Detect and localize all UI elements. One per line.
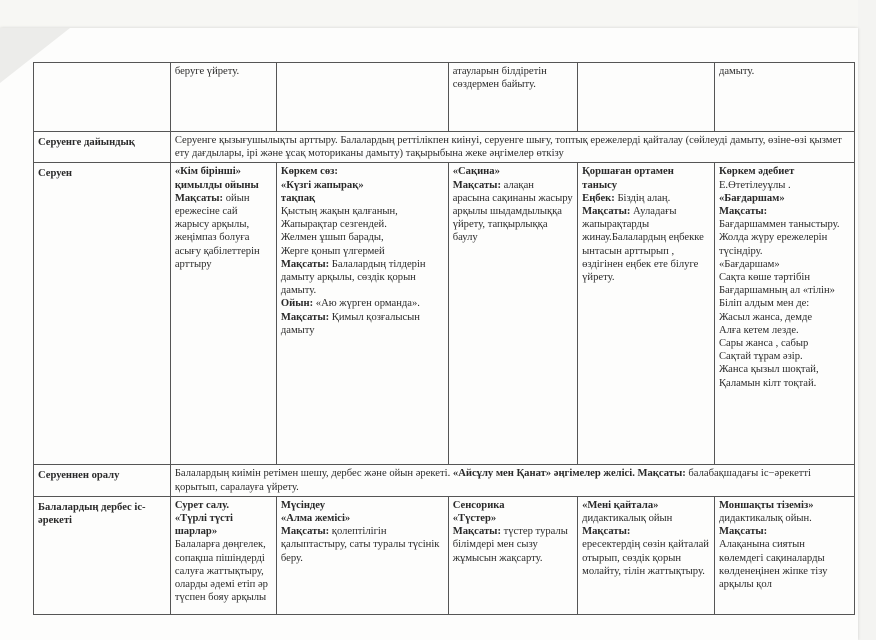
table-row-walk bbox=[34, 163, 855, 465]
goal-text: Бағдаршаммен таныстыру. Жолда жүру ережелерін түсіндіру. bbox=[718, 219, 840, 257]
indep-1-subtitle: «Түрлі түсті шарлар» bbox=[174, 513, 234, 538]
goal-text: қолептілігін қалыптастыру, саты туралы түсінік беру. bbox=[280, 526, 440, 564]
poem-line: Бағдаршамның ал «тілін» bbox=[718, 285, 835, 297]
goal-label: Мақсаты: bbox=[718, 526, 768, 538]
walk-2-genre: тақпақ bbox=[280, 192, 316, 204]
poem-line: Сары жанса , сабыр bbox=[718, 338, 809, 350]
goal-text: Қимыл қозғалысын дамыту bbox=[280, 311, 420, 336]
walk-1-title: «Кім бірінші» bbox=[174, 166, 241, 178]
indep-4-title: «Мені қайтала» bbox=[582, 499, 659, 511]
walk-cell-3 bbox=[448, 163, 577, 465]
goal-label: Мақсаты: bbox=[174, 192, 224, 204]
cell-text: дамыту. bbox=[718, 66, 755, 77]
poem-line: Жапырақтар сезгендей. bbox=[280, 219, 387, 231]
work-label: Еңбек: bbox=[582, 192, 615, 204]
work-title: «Бағдаршам» bbox=[718, 192, 785, 204]
poem-line: Қаламын кілт тоқтай. bbox=[718, 377, 817, 389]
cell-top-4 bbox=[578, 63, 715, 132]
game-label: Ойын: bbox=[280, 298, 314, 310]
indep-cell-4 bbox=[578, 496, 715, 614]
indep-cell-2 bbox=[276, 496, 448, 614]
goal-label: Мақсаты: bbox=[280, 311, 330, 323]
return-plain: Балалардың киімін ретімен шешу, дербес және ойын әрекеті. bbox=[174, 468, 453, 480]
table-row-continued bbox=[34, 63, 855, 132]
table-row-independent bbox=[34, 496, 855, 614]
game-text: «Аю жүрген орманда». bbox=[313, 298, 420, 310]
indep-1-text: Балаларға дөңгелек, сопақша пішіндерді салуға жаттықтыру, оларды әдемі етіп әр түспен бояу арқылы bbox=[174, 539, 268, 604]
work-text: Біздің алаң. bbox=[614, 192, 671, 204]
goal-label: Мақсаты: bbox=[582, 206, 631, 218]
walk-cell-5 bbox=[714, 163, 854, 465]
indep-4-subtitle: дидактикалық ойын bbox=[582, 513, 673, 525]
walk-4-title: Қоршаған ортамен танысу bbox=[582, 166, 674, 191]
walk-cell-4 bbox=[578, 163, 715, 465]
walk-5-title: Көркем әдебиет bbox=[718, 166, 795, 178]
goal-label: Мақсаты: bbox=[718, 206, 768, 218]
goal-text: түстер туралы білімдері мен сызу жұмысын жақсарту. bbox=[452, 526, 568, 564]
row-label-prep: Серуенге дайындық bbox=[34, 132, 171, 163]
goal-text: алақан арасына сақинаны жасыру арқылы шыдамдылыққа үйрету, тапқырлыққа баулу bbox=[452, 179, 573, 244]
walk-cell-2 bbox=[276, 163, 448, 465]
indep-5-subtitle: дидактикалық ойын. bbox=[718, 513, 812, 525]
poem-line: Біліп алдым мен де: bbox=[718, 298, 810, 310]
cell-text: беруге үйрету. bbox=[174, 66, 240, 77]
poem-line: Желмен ұшып барады, bbox=[280, 232, 384, 244]
return-bold: «Айсұлу мен Қанат» әңгімелер желісі. Мақсаты: bbox=[452, 468, 686, 480]
goal-label: Мақсаты: bbox=[582, 526, 631, 538]
table-row-prep bbox=[34, 132, 855, 163]
cell-top-2 bbox=[276, 63, 448, 132]
goal-text: ересектердің сөзін қайталай отырып, сөздік қорын молайту, тілін жаттықтыру. bbox=[582, 539, 709, 577]
poem-line: Жасыл жанса, демде bbox=[718, 311, 813, 323]
row-label-independent: Балалардың дербес іс-әрекеті bbox=[34, 496, 171, 614]
indep-2-title: Мүсіндеу bbox=[280, 499, 326, 511]
cell-top-1 bbox=[170, 63, 276, 132]
game bbox=[281, 297, 444, 310]
indep-3-subtitle: «Түстер» bbox=[452, 513, 497, 525]
table-row-return bbox=[34, 465, 855, 496]
return-text bbox=[170, 465, 854, 496]
work bbox=[582, 192, 710, 205]
goal-label: Мақсаты: bbox=[452, 526, 501, 538]
indep-cell-1 bbox=[170, 496, 276, 614]
row-label-walk: Серуен bbox=[34, 163, 171, 465]
walk-3-title: «Сақина» bbox=[452, 166, 500, 178]
row-label-return: Серуеннен оралу bbox=[34, 465, 171, 496]
goal-text: Балалардың тілдерін дамыту арқылы, сөздік қорын дамыту. bbox=[280, 258, 426, 297]
indep-1-title: Сурет салу. bbox=[174, 499, 230, 511]
poem-line: Сақта көше тәртібін bbox=[718, 272, 810, 284]
cell-empty-label bbox=[34, 63, 171, 132]
poem-line: Жанса қызыл шоқтай, bbox=[718, 364, 819, 376]
goal-2 bbox=[281, 311, 444, 337]
goal-text: Алақанына сиятын көлемдегі сақиналарды көлденеңінен жіпке тізу арқылы қол bbox=[718, 539, 828, 591]
prep-text: Серуенге қызығушылықты арттыру. Балалардың реттілікпен киінуі, серуенге шығу, топтық ережелерді қайталау (сөйлеуді дамыту, өзіне-өзі қызмет ету дағдылары, ірі және ұсақ моториканы дамыту) тақырыбына жеке әңгімелер өткізу bbox=[170, 132, 854, 163]
walk-1-subtitle: қимылды ойыны bbox=[174, 179, 259, 191]
goal-text: ойын ережесіне сай жарысу арқылы, жеңімпаз болуға асығу қабілеттерін арттыру bbox=[174, 192, 260, 270]
indep-5-title: Моншақты тіземіз» bbox=[718, 499, 814, 511]
poem-line: Сақтай тұрам әзір. bbox=[718, 351, 803, 363]
goal-label: Мақсаты: bbox=[452, 179, 501, 191]
goal-label: Мақсаты: bbox=[280, 258, 330, 270]
goal-text: Ауладағы жапырақтарды жинау.Балалардың еңбекке ынтасын арттырып , өздігінен еңбек ете білуге үйрету. bbox=[582, 206, 704, 284]
indep-cell-5 bbox=[714, 496, 854, 614]
indep-2-subtitle: «Алма жемісі» bbox=[280, 513, 351, 525]
poem-line: Алға кетем лезде. bbox=[718, 324, 799, 336]
walk-cell-1 bbox=[170, 163, 276, 465]
indep-3-title: Сенсорика bbox=[452, 499, 505, 511]
cell-top-3 bbox=[448, 63, 577, 132]
scan-top-margin bbox=[0, 0, 858, 29]
return-plain-2: балабақшадағы іс−әрекетті қорытып, саралауға үйрету. bbox=[174, 468, 811, 493]
cell-text: атауларын білдіретін сөздермен байыту. bbox=[452, 66, 547, 91]
poem-line: Жерге қонып үлгермей bbox=[280, 245, 385, 257]
cell-top-5 bbox=[714, 63, 854, 132]
plan-table bbox=[33, 62, 855, 615]
indep-cell-3 bbox=[448, 496, 577, 614]
goal-label: Мақсаты: bbox=[280, 526, 330, 538]
poem-line: Қыстың жақын қалғанын, bbox=[280, 206, 398, 218]
goal bbox=[281, 258, 444, 298]
poem-line: «Бағдаршам» bbox=[718, 258, 780, 270]
author: Е.Өтетілеуұлы . bbox=[718, 179, 791, 191]
walk-2-poem-title: «Күзгі жапырақ» bbox=[280, 179, 364, 191]
walk-2-title: Көркем сөз: bbox=[280, 166, 338, 178]
